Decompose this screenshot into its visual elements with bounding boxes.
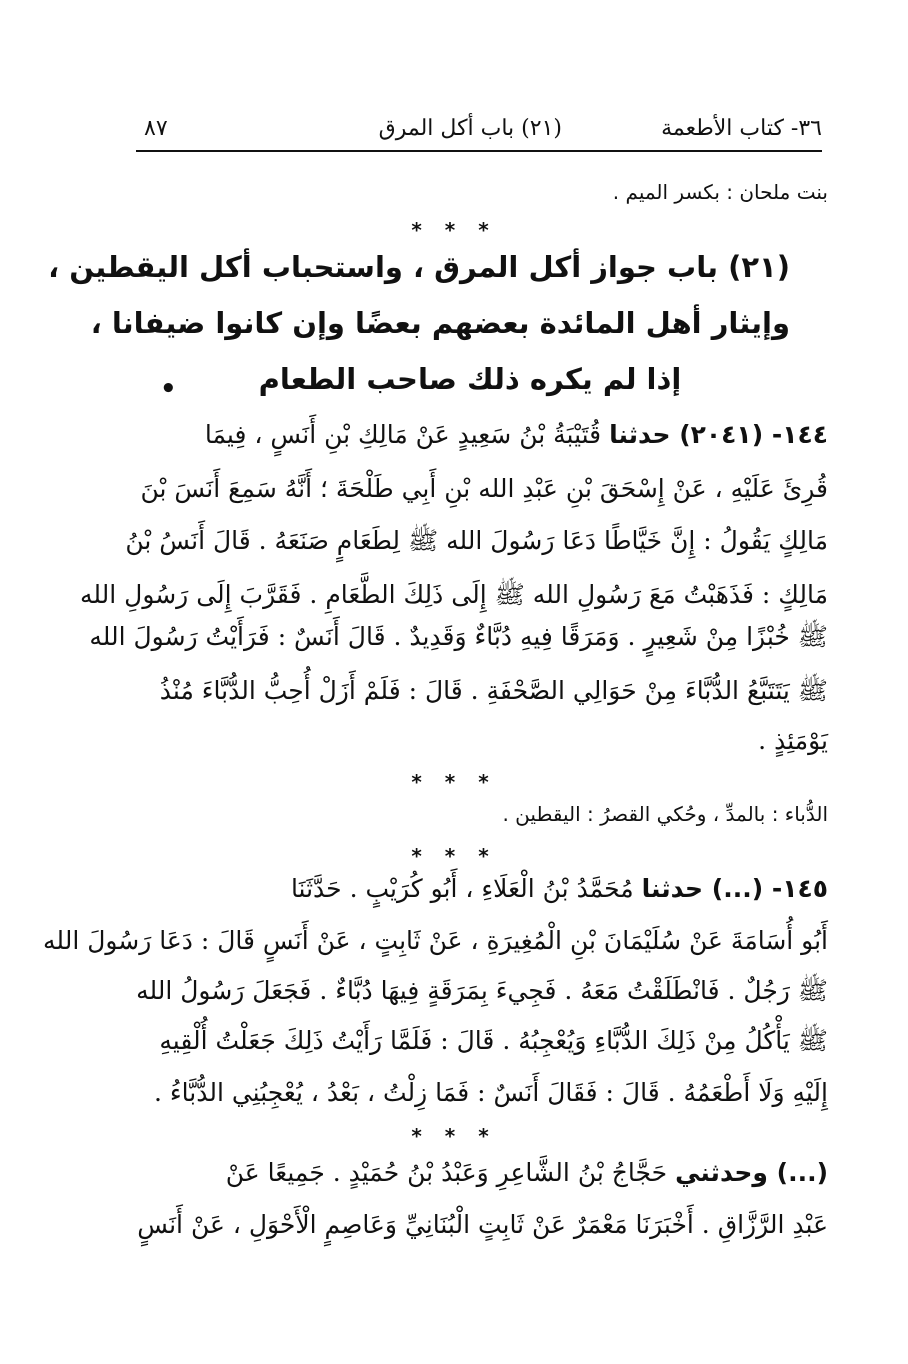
hadith-144-line (132, 420, 828, 450)
hadith-145-line: ﷺ يَأْكُلُ مِنْ ذَلِكَ الدُّبَّاءِ وَيُعْجِبُهُ . قَالَ : فَلَمَّا رَأَيْتُ ذَلِكَ جَعَلْتُ أُلْقِيهِ (159, 1026, 828, 1055)
hadith-144-text: قُتَيْبَةُ بْنُ سَعِيدٍ عَنْ مَالِكِ بْنِ أَنَسٍ ، فِيمَا (204, 420, 602, 449)
hadith-144-line: مَالِكٍ : فَذَهَبْتُ مَعَ رَسُولِ الله ﷺ إِلَى ذَلِكَ الطَّعَامِ . فَقَرَّبَ إِلَى رَسُولِ الله (79, 580, 828, 609)
chapter-title-line: (٢١) باب جواز أكل المرق ، واستحباب أكل اليقطين ، (48, 250, 790, 284)
dubba-note: الدُّباء : بالمدِّ ، وحُكي القصرُ : اليقطين . (502, 802, 828, 826)
running-header (136, 112, 822, 152)
header-book-title: ٣٦- كتاب الأطعمة (661, 116, 822, 141)
hadith-next-line: عَبْدِ الرَّزَّاقِ . أَخْبَرَنَا مَعْمَرٌ عَنْ ثَابِتٍ الْبُنَانِيِّ وَعَاصِمٍ الْأَحْوَلِ ، عَنْ أَنَسٍ (137, 1210, 828, 1239)
hadith-145-line: إِلَيْهِ وَلَا أَطْعَمُهُ . قَالَ : فَقَالَ أَنَسٌ : فَمَا زِلْتُ ، بَعْدُ ، يُعْجِبُنِي الدُّبَّاءُ . (153, 1078, 828, 1107)
hadith-144-line: مَالِكٍ يَقُولُ : إِنَّ خَيَّاطًا دَعَا رَسُولَ الله ﷺ لِطَعَامٍ صَنَعَهُ . قَالَ أَنَسُ بْنُ (125, 526, 828, 555)
hadith-144-lead: ١٤٤- (٢٠٤١) حدثنا (609, 420, 828, 449)
separator-stars: * * * (411, 844, 497, 868)
top-note: بنت ملحان : بكسر الميم . (612, 180, 828, 204)
hadith-145-text: مُحَمَّدُ بْنُ الْعَلَاءِ ، أَبُو كُرَيْبٍ . حَدَّثَنَا (290, 874, 634, 903)
hadith-144-line: ﷺ يَتَتَبَّعُ الدُّبَّاءَ مِنْ حَوَالِي الصَّحْفَةِ . قَالَ : فَلَمْ أَزَلْ أُحِبُّ الدُّبَّاءَ مُنْذُ (159, 676, 828, 705)
hadith-next-line (132, 1158, 828, 1188)
chapter-title-line: إذا لم يكره ذلك صاحب الطعام (258, 362, 682, 396)
separator-stars: * * * (411, 218, 497, 242)
hadith-145-line: ﷺ رَجُلٌ . فَانْطَلَقْتُ مَعَهُ . فَجِيءَ بِمَرَقَةٍ فِيهَا دُبَّاءٌ . فَجَعَلَ رَسُولُ الله (136, 976, 828, 1005)
separator-stars: * * * (411, 1124, 497, 1148)
hadith-145-line: أَبُو أُسَامَةَ عَنْ سُلَيْمَانَ بْنِ الْمُغِيرَةِ ، عَنْ ثَابِتٍ ، عَنْ أَنَسٍ قَالَ : دَعَا رَسُولَ الله (43, 926, 828, 955)
page-number: ٨٧ (144, 116, 168, 141)
hadith-next-text: حَجَّاجُ بْنُ الشَّاعِرِ وَعَبْدُ بْنُ حُمَيْدٍ . جَمِيعًا عَنْ (225, 1158, 668, 1187)
hadith-144-line: قُرِئَ عَلَيْهِ ، عَنْ إِسْحَقَ بْنِ عَبْدِ الله بْنِ أَبِي طَلْحَةَ ؛ أَنَّهُ سَمِعَ أَنَسَ بْنَ (140, 474, 828, 503)
title-bullet: • (160, 374, 177, 404)
chapter-title-line: وإيثار أهل المائدة بعضهم بعضًا وإن كانوا ضيفانا ، (90, 306, 790, 340)
hadith-144-line: ﷺ خُبْزًا مِنْ شَعِيرٍ . وَمَرَقًا فِيهِ دُبَّاءٌ وَقَدِيدٌ . قَالَ أَنَسٌ : فَرَأَيْتُ رَسُولَ الله (89, 622, 828, 651)
separator-stars: * * * (411, 770, 497, 794)
hadith-144-line: يَوْمَئِذٍ . (758, 726, 828, 755)
hadith-next-lead: (...) وحدثني (675, 1158, 828, 1187)
hadith-145-line (132, 874, 828, 904)
header-chapter-title: (٢١) باب أكل المرق (378, 116, 562, 141)
hadith-145-lead: ١٤٥- (...) حدثنا (641, 874, 828, 903)
